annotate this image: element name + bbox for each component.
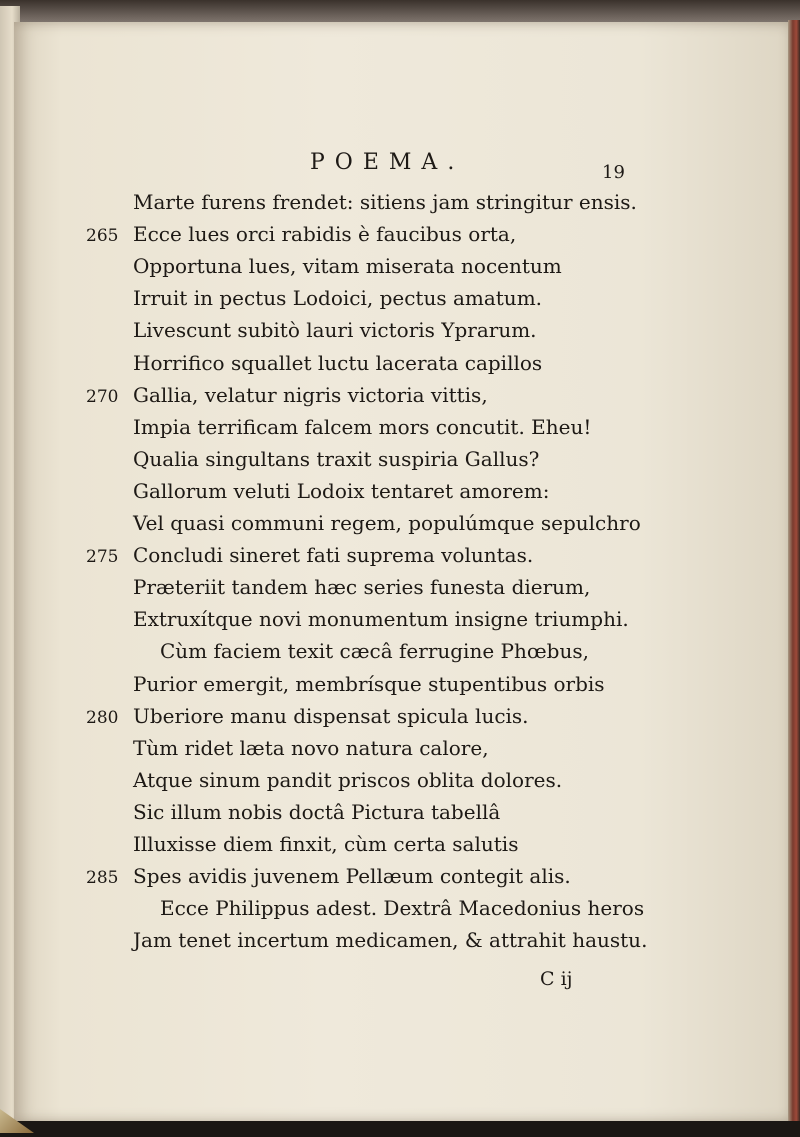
verse-line: Spes avidis juvenem Pellæum contegit alis. — [133, 864, 571, 889]
verse-line: Purior emergit, membrísque stupentibus orbis — [133, 671, 605, 696]
verse-line: Gallia, velatur nigris victoria vittis, — [133, 382, 488, 407]
verse-line: Atque sinum pandit priscos oblita dolores. — [133, 767, 563, 792]
verse-line: Sic illum nobis doctâ Pictura tabellâ — [133, 799, 501, 824]
line-number: 270 — [86, 386, 119, 407]
verse-line: Extruxítque novi monumentum insigne triumphi. — [133, 607, 629, 632]
line-number: 275 — [86, 547, 119, 568]
verse-line: Tùm ridet læta novo natura calore, — [133, 735, 489, 760]
line-number: 280 — [86, 707, 119, 728]
verse-line: Opportuna lues, vitam miserata nocentum — [133, 254, 562, 279]
verse-line: Gallorum veluti Lodoix tentaret amorem: — [133, 478, 550, 503]
right-page-edge — [788, 20, 800, 1137]
verse-line: Uberiore manu dispensat spicula lucis. — [133, 703, 529, 728]
line-number: 285 — [86, 868, 119, 889]
bottom-page-edge — [0, 1121, 800, 1137]
running-head: POEMA. — [310, 150, 465, 175]
verse-line: Marte furens frendet: sitiens jam stringitur ensis. — [133, 190, 637, 214]
verse-line: Qualia singultans traxit suspiria Gallus? — [133, 446, 540, 471]
verse-line: Cùm faciem texit cæcâ ferrugine Phœbus, — [160, 639, 589, 664]
verse-line: Ecce Philippus adest. Dextrâ Macedonius heros — [160, 896, 645, 921]
verse-line: Jam tenet incertum medicamen, & attrahit haustu. — [133, 928, 648, 953]
verse-line: Irruit in pectus Lodoici, pectus amatum. — [133, 286, 543, 311]
verse-line: Livescunt subitò lauri victoris Yprarum. — [133, 318, 537, 343]
verse-line: Impia terrificam falcem mors concutit. Eheu! — [133, 414, 592, 439]
verse-line: Præteriit tandem hæc series funesta dierum, — [133, 575, 591, 600]
verse-line: Horrifico squallet luctu lacerata capillos — [133, 350, 543, 375]
verse-line: Concludi sineret fati suprema voluntas. — [133, 543, 534, 568]
page-number: 19 — [602, 162, 625, 183]
signature-mark: C ij — [540, 968, 573, 990]
book-page — [14, 22, 794, 1122]
verse-line: Ecce lues orci rabidis è faucibus orta, — [133, 222, 517, 247]
verse-line: Illuxisse diem finxit, cùm certa salutis — [133, 832, 519, 856]
verse-line: Vel quasi communi regem, populúmque sepulchro — [133, 511, 641, 535]
line-number: 265 — [86, 226, 119, 247]
